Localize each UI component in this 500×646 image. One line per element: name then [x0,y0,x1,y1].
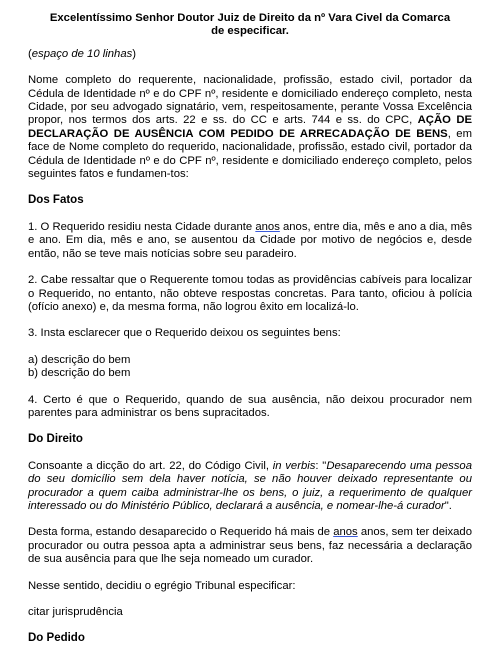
fatos-p1-a: 1. O Requerido residiu nesta Cidade durante [28,220,256,233]
section-heading-fatos: Dos Fatos [28,194,84,207]
spellcheck-word: anos [333,526,358,539]
list-item: b) descrição do bem [28,367,131,380]
direito-paragraph-2 [28,526,472,566]
legal-quote: Desaparecendo uma pessoa do seu domicílio sem dela haver notícia, se não houver deixado representante ou procurador a quem caiba administrar-lhe os bens, o juiz, a requerimento de qualquer interessado ou do Ministério Público, declarará a ausência, e nomear-lhe-á curador [28,459,472,512]
in-verbis: in verbis [272,459,316,472]
title-line-2: de especificar. [211,25,289,38]
space-note [28,48,472,61]
fatos-paragraph-1 [28,221,472,261]
direito-paragraph-1 [28,460,472,514]
direito-p2-a: Desta forma, estando desaparecido o Requerido há mais de [28,526,334,539]
direito-p2-b: anos, sem ter deixado procurador ou outra pessoa apta a administrar seus bens, faz necessária a declaração de sua ausência para que lhe seja nomeado um curador. [28,526,472,566]
intro-text-1: Nome completo do requerente, nacionalidade, profissão, estado civil, portador da Cédula de Identidade nº e do CPF nº, residente e domiciliado endereço completo, nesta Cidade, por seu advogado signatário, vem, respeitosamente, perante Vossa Excelência propor, nos termos dos arts. 22 e ss. do CC e arts. 744 e ss. do CPC, [28,74,472,127]
space-note-text: espaço de 10 linhas [31,47,133,60]
list-item: a) descrição do bem [28,353,131,366]
space-note-open: ( [28,47,32,60]
intro-text-2: , em face de Nome completo do requerido, nacionalidade, profissão, estado civil, portador da Cédula de Identidade nº e do CPF nº, residente e domiciliado endereço completo, pelos seguintes fatos e fundamen-tos: [28,127,472,181]
fatos-paragraph-3: 3. Insta esclarecer que o Requerido deixou os seguintes bens: [28,327,341,340]
fatos-paragraph-2: 2. Cabe ressaltar que o Requerente tomou todas as providências cabíveis para localizar o Requerido, no entanto, não obteve respostas concretas. Para tanto, oficiou à polícia (ofício anexo) e, da mesma forma, não logrou êxito em localizá-lo. [28,274,472,313]
direito-p1-b: : " [315,459,327,472]
fatos-paragraph-4: 4. Certo é que o Requerido, quando de sua ausência, não deixou procurador nem parentes para administrar os bens supracitados. [28,393,472,419]
section-heading-direito: Do Direito [28,433,83,446]
spellcheck-word: anos [255,220,280,233]
intro-paragraph [28,74,472,181]
direito-paragraph-3: Nesse sentido, decidiu o egrégio Tribunal especificar: [28,579,296,592]
section-heading-pedido: Do Pedido [28,632,85,645]
space-note-close: ) [132,47,137,60]
direito-p1-c: ". [444,499,452,512]
direito-paragraph-4: citar jurisprudência [28,606,123,618]
document-title [28,12,472,39]
direito-p1-a: Consoante a dicção do art. 22, do Código Civil, [28,459,273,472]
title-line-1: Excelentíssimo Senhor Doutor Juiz de Direito da nº Vara Civel da Comarca [49,12,451,24]
action-title: AÇÃO DE DECLARAÇÃO DE AUSÊNCIA COM PEDIDO DE ARRECADAÇÃO DE BENS [28,114,473,140]
fatos-p1-b: anos, entre dia, mês e ano a dia, mês e ano. Em dia, mês e ano, se ausentou da Cidade por motivo de negócios e, desde então, não se teve mais notícias sobre seu paradeiro. [28,220,473,260]
bens-list [28,354,472,381]
